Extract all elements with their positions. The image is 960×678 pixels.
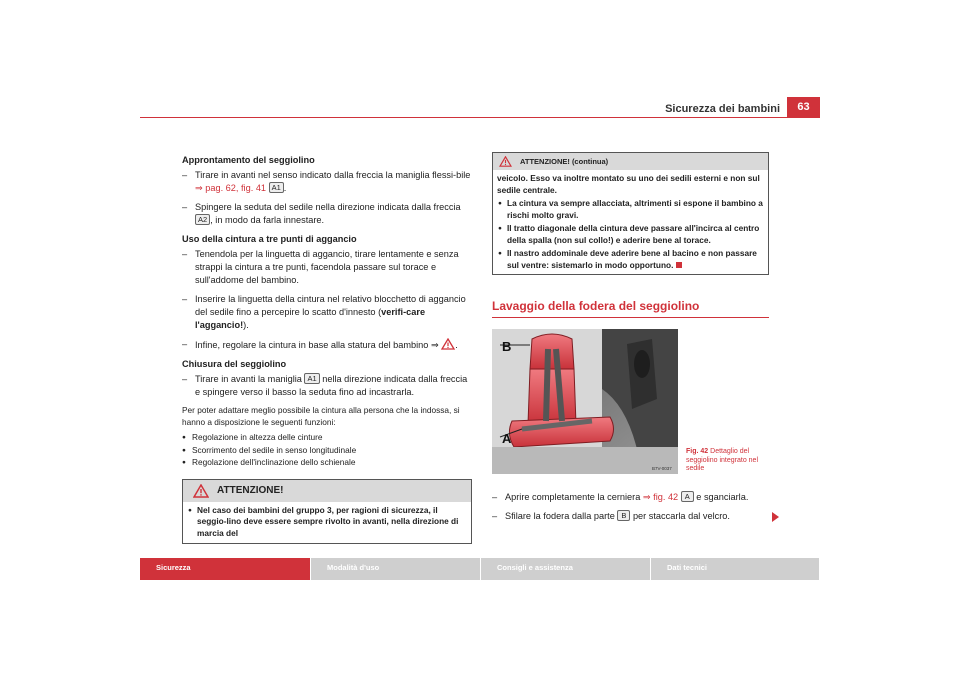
warning-body <box>183 502 471 544</box>
step-text: Spingere la seduta del sedile nella direzione indicata dalla freccia <box>195 202 461 212</box>
step-text: Inserire la linguetta della cintura nel relativo blocchetto di aggancio del sedile fino a percepire lo scatto d'innesto ( <box>195 294 466 317</box>
step-bold-text: verifi-care l'aggancio! <box>195 307 426 330</box>
step-dash: – <box>182 374 188 384</box>
end-mark-icon <box>676 262 682 268</box>
warning-box <box>182 479 472 545</box>
warning-triangle-icon <box>499 156 512 167</box>
list-item: ● Regolazione in altezza delle cinture <box>182 432 472 444</box>
page-reference-link[interactable]: ⇒ pag. 62, fig. 41 <box>195 183 267 193</box>
washing-steps <box>492 491 782 529</box>
step-text: Infine, regolare la cintura in base alla statura del bambino ⇒ <box>195 340 439 350</box>
next-page-arrow-icon[interactable] <box>772 512 779 522</box>
callout-badge: B <box>617 510 630 521</box>
tab-consigli-assistenza[interactable]: Consigli e assistenza <box>481 558 650 580</box>
step-dash: – <box>492 511 498 521</box>
step <box>182 293 472 332</box>
callout-badge: A1 <box>304 373 319 384</box>
functions-list <box>182 432 472 469</box>
list-item: ● Scorrimento del sedile in senso longitudinale <box>182 445 472 457</box>
page-header-title: Sicurezza dei bambini <box>665 103 780 115</box>
warning-intro: veicolo. Esso va inoltre montato su uno dei sedili esterni e non sul sedile centrale. <box>497 173 760 195</box>
callout-badge: A1 <box>269 182 284 193</box>
child-seat-illustration <box>492 329 678 474</box>
section-title-chiusura: Chiusura del seggiolino <box>182 359 287 369</box>
warning-bullet-text: Il nastro addominale deve aderire bene al bacino e non passare sul ventre: sistemarlo in modo opportuno. <box>507 248 757 270</box>
footer-nav <box>140 558 820 580</box>
callout-badge: A <box>681 491 694 502</box>
step-text: per staccarla dal velcro. <box>632 511 730 521</box>
step: – Infine, regolare la cintura in base alla statura del bambino ⇒ . <box>182 339 458 350</box>
warning-bullet <box>497 248 764 271</box>
step-dash: – <box>182 249 188 259</box>
warning-bullet: ● Nel caso dei bambini del gruppo 3, per ragioni di sicurezza, il seggio-lino deve essere sempre rivolto in avanti, nella direzione di marcia del <box>187 505 467 540</box>
figure-code: B7V-0037 <box>652 466 672 471</box>
warning-triangle-icon <box>193 484 209 498</box>
warning-title: ATTENZIONE! (continua) <box>520 157 609 166</box>
step <box>182 373 472 399</box>
warning-bullet: ● La cintura va sempre allacciata, altrimenti si espone il bambino a rischi molto gravi. <box>497 198 764 221</box>
step-text: ). <box>243 320 249 330</box>
warning-bullet: ● Il tratto diagonale della cintura deve passare all'incirca al centro della spalla (non sul collo!) e aderire bene al torace. <box>497 223 764 246</box>
list-item: ● Regolazione dell'inclinazione dello schienale <box>182 457 472 469</box>
callout-badge: A2 <box>195 214 210 225</box>
step-text: e sganciarla. <box>696 492 749 502</box>
figure-caption <box>686 448 771 474</box>
figure-caption-text: Dettaglio del seggiolino integrato nel sedile <box>686 448 758 472</box>
warning-body <box>493 170 768 274</box>
header-rule <box>140 117 820 118</box>
step-text: Aprire completamente la cerniera <box>505 492 641 502</box>
figure-label-a: A <box>502 431 512 446</box>
right-column <box>492 152 769 275</box>
step-text: , in modo da farla innestare. <box>210 215 325 225</box>
step-dash: – <box>182 294 188 304</box>
step <box>182 201 472 227</box>
step <box>492 491 782 504</box>
step <box>492 510 782 523</box>
warning-triangle-icon[interactable] <box>441 338 455 350</box>
figure-number: Fig. 42 <box>686 448 709 455</box>
tab-sicurezza[interactable]: Sicurezza <box>140 558 310 580</box>
step-dash: – <box>182 170 188 180</box>
section-heading-lavaggio: Lavaggio della fodera del seggiolino <box>492 299 769 318</box>
section-title-approntamento: Approntamento del seggiolino <box>182 155 315 165</box>
step-dash: – <box>182 202 188 212</box>
left-column <box>182 154 472 544</box>
section-title-cintura: Uso della cintura a tre punti di aggancio <box>182 234 357 244</box>
figure-label-b: B <box>502 339 512 354</box>
step <box>182 248 472 287</box>
figure-reference-link[interactable]: ⇒ fig. 42 <box>642 492 679 502</box>
warning-box-continued <box>492 152 769 275</box>
step: – Tirare in avanti nel senso indicato dalla freccia la maniglia flessi-bile ⇒ pag. 62, fig. 41 A1 . <box>182 170 471 193</box>
step-text: Tenendola per la linguetta di aggancio, tirare lentamente e senza strappi la cintura a tre punti, facendola passare sul torace e sull'addome del bambino. <box>195 249 459 285</box>
functions-intro: Per poter adattare meglio possibile la cintura alla persona che la indossa, si hanno a disposizione le seguenti funzioni: <box>182 405 460 427</box>
page-number: 63 <box>787 97 820 117</box>
warning-header <box>183 480 471 502</box>
tab-modalita-uso[interactable]: Modalità d'uso <box>311 558 480 580</box>
step-dash: – <box>182 339 188 349</box>
step-dash: – <box>492 492 498 502</box>
step-text: Tirare in avanti nel senso indicato dalla freccia la maniglia flessi-bile <box>195 170 471 180</box>
step-text: nella direzione indicata dalla freccia e spingere verso il basso la seduta fino ad incastrarla. <box>195 374 468 397</box>
seat-figure <box>492 329 678 474</box>
warning-title: ATTENZIONE! <box>217 485 284 496</box>
tab-dati-tecnici[interactable]: Dati tecnici <box>651 558 819 580</box>
step-text: Tirare in avanti la maniglia <box>195 374 302 384</box>
step-text: Sfilare la fodera dalla parte <box>505 511 615 521</box>
warning-header <box>493 153 768 170</box>
